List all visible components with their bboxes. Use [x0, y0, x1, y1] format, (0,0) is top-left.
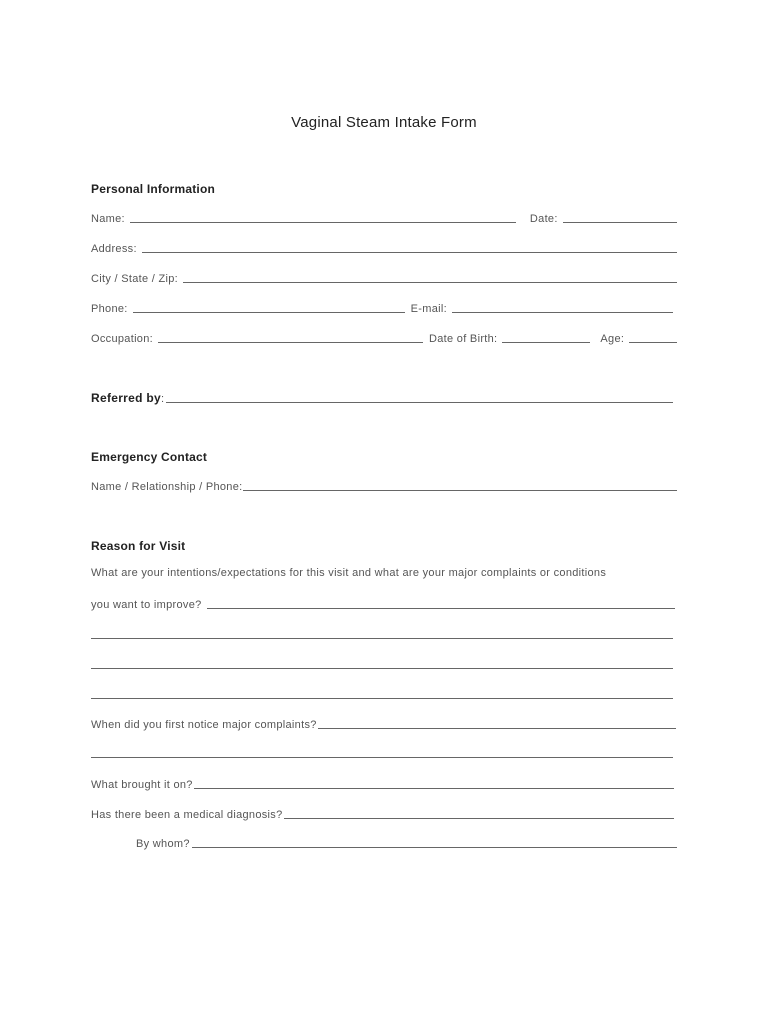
name-date-row: [91, 209, 677, 225]
name-label: Name:: [91, 213, 125, 225]
first-notice-field[interactable]: [318, 728, 676, 729]
phone-label: Phone:: [91, 303, 128, 315]
email-field[interactable]: [452, 312, 673, 313]
city-state-zip-field[interactable]: [183, 282, 677, 283]
personal-information-heading: Personal Information: [91, 182, 216, 196]
emergency-contact-label: Name / Relationship / Phone:: [91, 481, 243, 493]
address-row: [91, 239, 677, 255]
date-field[interactable]: [563, 222, 677, 223]
age-field[interactable]: [629, 342, 677, 343]
brought-on-row: [91, 775, 677, 791]
occupation-label: Occupation:: [91, 333, 154, 345]
emergency-contact-heading: Emergency Contact: [91, 450, 208, 464]
address-field[interactable]: [142, 252, 677, 253]
reason-for-visit-heading: Reason for Visit: [91, 539, 186, 553]
intentions-question: What are your intentions/expectations for this visit and what are your major complaints or conditions: [91, 567, 607, 579]
name-field[interactable]: [130, 222, 516, 223]
city-state-zip-row: [91, 269, 677, 285]
occupation-row: [91, 329, 677, 345]
phone-field[interactable]: [133, 312, 405, 313]
dob-field[interactable]: [502, 342, 590, 343]
diagnosis-label: Has there been a medical diagnosis?: [91, 809, 283, 821]
intentions-answer-row: [91, 595, 677, 611]
intentions-answer-line-4[interactable]: [91, 698, 673, 699]
intentions-answer-field[interactable]: [207, 608, 675, 609]
intentions-answer-line-2[interactable]: [91, 638, 673, 639]
referred-by-row: [91, 389, 677, 405]
city-state-zip-label: City / State / Zip:: [91, 273, 179, 285]
age-label: Age:: [600, 333, 625, 345]
diagnosis-row: [91, 805, 677, 821]
brought-on-label: What brought it on?: [91, 779, 193, 791]
first-notice-label: When did you first notice major complaints?: [91, 719, 317, 731]
referred-by-field[interactable]: [166, 402, 673, 403]
referred-by-colon: :: [161, 393, 165, 405]
intentions-question-continued: you want to improve?: [91, 599, 202, 611]
by-whom-field[interactable]: [192, 847, 677, 848]
diagnosis-field[interactable]: [284, 818, 674, 819]
occupation-field[interactable]: [158, 342, 423, 343]
emergency-contact-field[interactable]: [243, 490, 677, 491]
first-notice-row: [91, 715, 677, 731]
email-label: E-mail:: [410, 303, 447, 315]
form-title: Vaginal Steam Intake Form: [291, 114, 477, 131]
referred-by-label: Referred by: [91, 391, 161, 405]
date-label: Date:: [529, 213, 558, 225]
by-whom-row: [136, 834, 677, 850]
intentions-answer-line-3[interactable]: [91, 668, 673, 669]
address-label: Address:: [91, 243, 137, 255]
brought-on-field[interactable]: [194, 788, 674, 789]
by-whom-label: By whom?: [136, 838, 190, 850]
dob-label: Date of Birth:: [429, 333, 498, 345]
emergency-contact-row: [91, 477, 677, 493]
phone-email-row: [91, 299, 677, 315]
first-notice-line-2[interactable]: [91, 757, 673, 758]
